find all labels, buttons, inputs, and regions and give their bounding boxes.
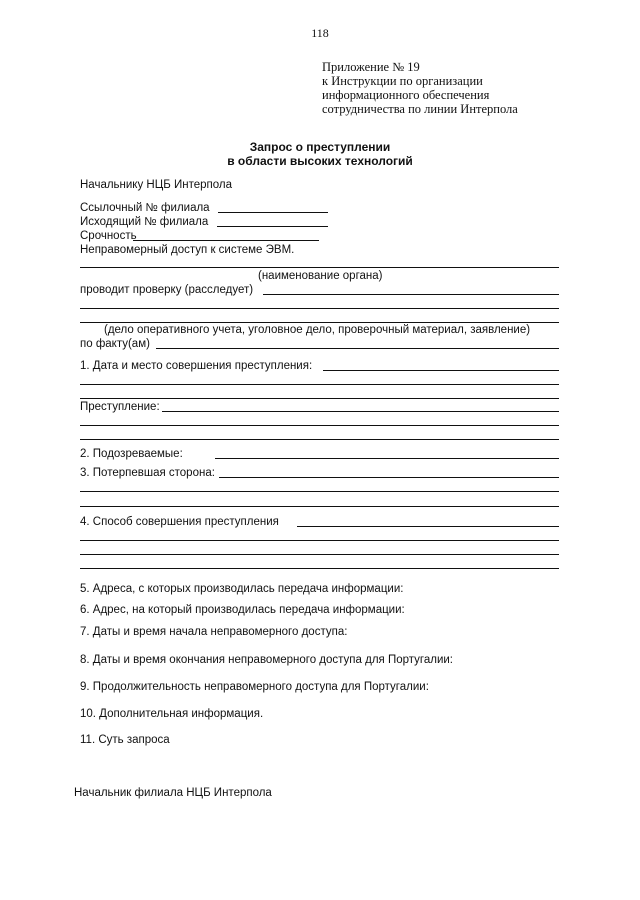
ref-number-field[interactable] <box>218 212 328 213</box>
item-7-label: 7. Даты и время начала неправомерного доступа: <box>80 626 348 638</box>
item-3-field[interactable] <box>219 477 559 478</box>
crime-field-line[interactable] <box>80 425 559 426</box>
out-number-label: Исходящий № филиала <box>80 216 209 228</box>
appendix-line: Приложение № 19 <box>322 60 420 74</box>
crime-label: Преступление: <box>80 401 160 413</box>
ref-number-label: Ссылочный № филиала <box>80 202 210 214</box>
title-line-2: в области высоких технологий <box>227 154 413 168</box>
case-caption: (дело оперативного учета, уголовное дело, проверочный материал, заявление) <box>104 324 531 336</box>
urgency-field[interactable] <box>133 240 319 241</box>
conducts-label: проводит проверку (расследует) <box>80 284 254 296</box>
item-4-field[interactable] <box>297 526 559 527</box>
item-10-label: 10. Дополнительная информация. <box>80 708 264 720</box>
item-3-label: 3. Потерпевшая сторона: <box>80 467 215 479</box>
item-11-label: 11. Суть запроса <box>80 734 170 746</box>
item-4-field-line[interactable] <box>80 568 559 569</box>
item-1-field-line[interactable] <box>80 384 559 385</box>
item-5-label: 5. Адреса, с которых производилась передача информации: <box>80 583 404 595</box>
crime-field[interactable] <box>162 411 559 412</box>
out-number-field[interactable] <box>217 226 328 227</box>
organ-caption: (наименование органа) <box>258 270 383 282</box>
urgency-label: Срочность <box>80 230 137 242</box>
item-3-field-line[interactable] <box>80 491 559 492</box>
by-fact-field[interactable] <box>156 348 559 349</box>
item-8-label: 8. Даты и время окончания неправомерного доступа для Португалии: <box>80 654 454 666</box>
item-1-field[interactable] <box>323 370 559 371</box>
by-fact-label: по факту(ам) <box>80 338 150 350</box>
item-9-label: 9. Продолжительность неправомерного доступа для Португалии: <box>80 681 429 693</box>
subject-text: Неправомерный доступ к системе ЭВМ. <box>80 244 295 256</box>
document-title <box>0 140 640 168</box>
item-1-field-line[interactable] <box>80 398 559 399</box>
appendix-line: сотрудничества по линии Интерпола <box>322 102 518 116</box>
item-1-label: 1. Дата и место совершения преступления: <box>80 360 313 372</box>
appendix-line: к Инструкции по организации <box>322 74 483 88</box>
crime-field-line[interactable] <box>80 439 559 440</box>
organ-name-field[interactable] <box>80 267 559 268</box>
addressee: Начальнику НЦБ Интерпола <box>80 179 232 191</box>
appendix-line: информационного обеспечения <box>322 88 490 102</box>
title-line-1: Запрос о преступлении <box>249 140 391 154</box>
item-4-field-line[interactable] <box>80 540 559 541</box>
item-4-field-line[interactable] <box>80 554 559 555</box>
appendix-header <box>322 60 518 116</box>
item-3-field-line[interactable] <box>80 506 559 507</box>
conducts-field-line[interactable] <box>80 308 559 309</box>
conducts-field[interactable] <box>263 294 559 295</box>
item-2-label: 2. Подозреваемые: <box>80 448 183 460</box>
item-4-label: 4. Способ совершения преступления <box>80 516 279 528</box>
item-2-field[interactable] <box>215 458 559 459</box>
page-number: 118 <box>311 26 329 40</box>
item-6-label: 6. Адрес, на который производилась передача информации: <box>80 604 405 616</box>
signature-label: Начальник филиала НЦБ Интерпола <box>74 787 272 799</box>
